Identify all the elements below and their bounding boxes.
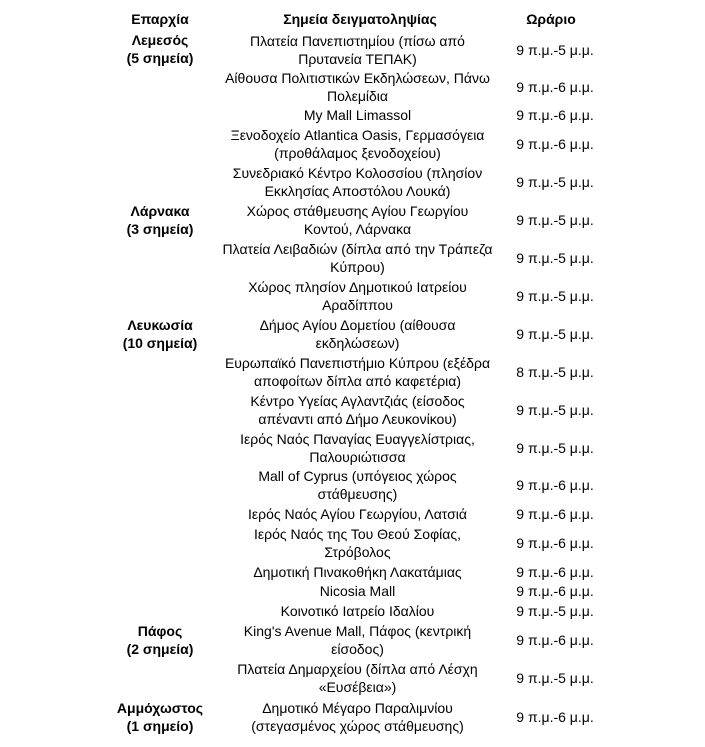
opening-hours: 9 π.μ.-5 μ.μ. bbox=[516, 670, 594, 686]
opening-hours: 9 π.μ.-6 μ.μ. bbox=[516, 535, 594, 551]
region-name: Λεμεσός bbox=[131, 32, 189, 48]
site-line-2: Πολεμίδια bbox=[326, 88, 389, 104]
opening-hours: 9 π.μ.-5 μ.μ. bbox=[516, 174, 594, 190]
site-line-1: Πλατεία Πανεπιστημίου (πίσω από bbox=[250, 33, 465, 49]
region-paphos bbox=[110, 622, 210, 658]
region-count: (10 σημεία) bbox=[122, 335, 198, 351]
sampling-site bbox=[210, 354, 505, 390]
opening-hours: 9 π.μ.-6 μ.μ. bbox=[516, 477, 594, 493]
site-line-1: Ιερός Ναός της Του Θεού Σοφίας, bbox=[253, 526, 461, 542]
region-count: (5 σημεία) bbox=[126, 50, 194, 66]
site-line-1: My Mall Limassol bbox=[303, 107, 412, 123]
region-name: Λευκωσία bbox=[127, 317, 193, 333]
sampling-site bbox=[210, 32, 505, 68]
sampling-site bbox=[210, 467, 505, 503]
site-line-1: Αίθουσα Πολιτιστικών Εκδηλώσεων, Πάνω bbox=[225, 70, 490, 86]
region-limassol bbox=[110, 31, 210, 67]
sampling-site bbox=[210, 660, 505, 696]
sampling-site bbox=[210, 164, 505, 200]
region-count: (1 σημείο) bbox=[126, 718, 194, 734]
site-line-2: (στεγασμένος χώρος στάθμευσης) bbox=[251, 718, 464, 734]
sampling-site bbox=[210, 430, 505, 466]
site-line-1: Χώρος πλησίον Δημοτικού Ιατρείου bbox=[248, 279, 467, 295]
header-region: Επαρχία bbox=[131, 11, 189, 27]
site-line-2: (προθάλαμος ξενοδοχείου) bbox=[274, 145, 441, 161]
opening-hours: 9 π.μ.-5 μ.μ. bbox=[516, 288, 594, 304]
site-line-1: Mall of Cyprus (υπόγειος χώρος bbox=[258, 468, 457, 484]
region-count: (2 σημεία) bbox=[126, 641, 194, 657]
site-line-2: «Ευσέβεια») bbox=[318, 679, 397, 695]
site-line-1: Κέντρο Υγείας Αγλαντζιάς (είσοδος bbox=[250, 393, 465, 409]
opening-hours: 9 π.μ.-6 μ.μ. bbox=[516, 564, 594, 580]
header-site: Σημεία δειγματοληψίας bbox=[283, 11, 437, 27]
site-line-2: απέναντι από Δήμο Λευκονίκου) bbox=[258, 411, 457, 427]
region-count: (3 σημεία) bbox=[126, 221, 194, 237]
sampling-site bbox=[210, 69, 505, 105]
site-line-2: είσοδος) bbox=[331, 641, 384, 657]
site-line-2: Κύπρου) bbox=[330, 259, 385, 275]
region-name: Πάφος bbox=[137, 623, 183, 639]
site-line-1: Χώρος στάθμευσης Αγίου Γεωργίου bbox=[246, 203, 469, 219]
opening-hours: 9 π.μ.-5 μ.μ. bbox=[516, 603, 594, 619]
region-name: Λάρνακα bbox=[130, 203, 190, 219]
opening-hours: 9 π.μ.-5 μ.μ. bbox=[516, 212, 594, 228]
opening-hours: 9 π.μ.-6 μ.μ. bbox=[516, 79, 594, 95]
sampling-site bbox=[210, 505, 505, 523]
sampling-site bbox=[210, 563, 505, 581]
sampling-site bbox=[210, 278, 505, 314]
site-line-1: Ιερός Ναός Αγίου Γεωργίου, Λατσιά bbox=[248, 506, 467, 522]
sampling-site bbox=[210, 316, 505, 352]
site-line-1: Δημοτικό Μέγαρο Παραλιμνίου bbox=[262, 700, 453, 716]
region-larnaca bbox=[110, 202, 210, 238]
sampling-site bbox=[210, 525, 505, 561]
sampling-site bbox=[210, 602, 505, 620]
site-line-1: Ιερός Ναός Παναγίας Ευαγγελίστριας, bbox=[240, 431, 475, 447]
opening-hours: 9 π.μ.-5 μ.μ. bbox=[516, 440, 594, 456]
opening-hours: 9 π.μ.-5 μ.μ. bbox=[516, 402, 594, 418]
region-name: Αμμόχωστος bbox=[116, 700, 204, 716]
sampling-site bbox=[210, 106, 505, 124]
site-line-1: Nicosia Mall bbox=[319, 583, 396, 599]
site-line-1: Πλατεία Λειβαδιών (δίπλα από την Τράπεζα bbox=[222, 241, 493, 257]
opening-hours: 9 π.μ.-6 μ.μ. bbox=[516, 136, 594, 152]
site-line-2: Κοντού, Λάρνακα bbox=[303, 221, 412, 237]
region-famagusta bbox=[110, 699, 210, 735]
opening-hours: 9 π.μ.-6 μ.μ. bbox=[516, 632, 594, 648]
site-line-2: στάθμευσης) bbox=[317, 486, 398, 502]
site-line-1: Συνεδριακό Κέντρο Κολοσσίου (πλησίον bbox=[232, 165, 483, 181]
sampling-site bbox=[210, 202, 505, 238]
opening-hours: 9 π.μ.-6 μ.μ. bbox=[516, 583, 594, 599]
site-line-2: Πρυτανεία ΤΕΠΑΚ) bbox=[298, 51, 417, 67]
region-nicosia bbox=[110, 316, 210, 352]
site-line-1: Πλατεία Δημαρχείου (δίπλα από Λέσχη bbox=[237, 661, 478, 677]
sampling-site bbox=[210, 582, 505, 600]
opening-hours: 9 π.μ.-5 μ.μ. bbox=[516, 250, 594, 266]
sampling-site bbox=[210, 392, 505, 428]
site-line-2: αποφοίτων δίπλα από καφετέρια) bbox=[253, 373, 462, 389]
site-line-2: Στρόβολος bbox=[324, 544, 391, 560]
sampling-site bbox=[210, 240, 505, 276]
header-hours: Ωράριο bbox=[526, 11, 576, 27]
sampling-site bbox=[210, 622, 505, 658]
site-line-1: Δημοτική Πινακοθήκη Λακατάμιας bbox=[253, 564, 462, 580]
site-line-1: Ξενοδοχείο Atlantica Oasis, Γερμασόγεια bbox=[230, 127, 485, 143]
sampling-site bbox=[210, 126, 505, 162]
opening-hours: 8 π.μ.-5 μ.μ. bbox=[516, 364, 594, 380]
opening-hours: 9 π.μ.-6 μ.μ. bbox=[516, 506, 594, 522]
site-line-2: Εκκλησίας Αποστόλου Λουκά) bbox=[264, 183, 451, 199]
opening-hours: 9 π.μ.-6 μ.μ. bbox=[516, 107, 594, 123]
site-line-2: εκδηλώσεων) bbox=[315, 335, 400, 351]
sampling-site bbox=[210, 699, 505, 735]
opening-hours: 9 π.μ.-6 μ.μ. bbox=[516, 709, 594, 725]
site-line-1: Ευρωπαϊκό Πανεπιστήμιο Κύπρου (εξέδρα bbox=[224, 355, 491, 371]
site-line-2: Παλουριώτισσα bbox=[309, 449, 406, 465]
site-line-1: King's Avenue Mall, Πάφος (κεντρική bbox=[243, 623, 472, 639]
opening-hours: 9 π.μ.-5 μ.μ. bbox=[516, 326, 594, 342]
site-line-1: Κοινοτικό Ιατρείο Ιδαλίου bbox=[280, 603, 435, 619]
opening-hours: 9 π.μ.-5 μ.μ. bbox=[516, 42, 594, 58]
site-line-2: Αραδίππου bbox=[322, 297, 393, 313]
site-line-1: Δήμος Αγίου Δομετίου (αίθουσα bbox=[259, 317, 456, 333]
